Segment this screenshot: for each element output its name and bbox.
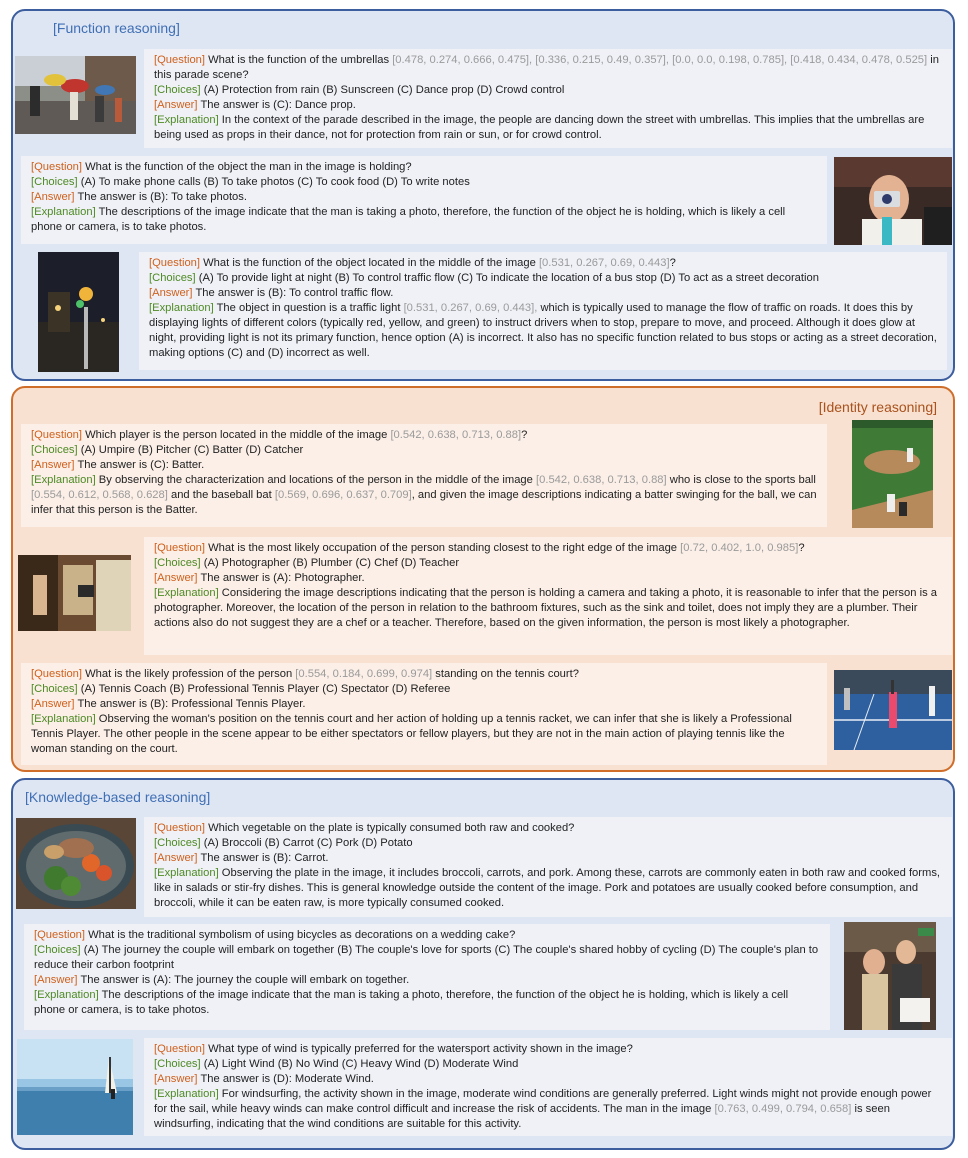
identity-qa-card-1 [21, 424, 827, 527]
explanation-coords: [0.542, 0.638, 0.713, 0.88] [536, 474, 667, 486]
identity-qa-card-2 [144, 537, 952, 655]
explanation-tag: [Explanation] [149, 302, 214, 314]
question-tag: [Question] [154, 54, 205, 66]
explanation-tag: [Explanation] [154, 867, 219, 879]
explanation-tag: [Explanation] [154, 114, 219, 126]
question-tag: [Question] [154, 1043, 205, 1055]
explanation-tag: [Explanation] [154, 1088, 219, 1100]
answer-tag: [Answer] [31, 191, 75, 203]
answer-text: The answer is (C): Dance prop. [200, 99, 356, 111]
answer-tag: [Answer] [154, 852, 198, 864]
explanation-tag: [Explanation] [154, 587, 219, 599]
knowledge-section-title: [Knowledge-based reasoning] [25, 789, 211, 805]
choices-tag: [Choices] [31, 444, 78, 456]
identity-qa-card-3 [21, 663, 827, 765]
question-tag: [Question] [31, 161, 82, 173]
function-qa-card-1 [144, 49, 952, 148]
question-text-end: ? [521, 429, 528, 441]
answer-tag: [Answer] [154, 572, 198, 584]
choices-text: (A) Protection from rain (B) Sunscreen (C) Dance prop (D) Crowd control [203, 84, 565, 96]
question-coords: [0.478, 0.274, 0.666, 0.475], [0.336, 0.215, 0.49, 0.357], [0.0, 0.0, 0.198, 0.785], [0.418, 0.434, 0.478, 0.525] [392, 54, 928, 66]
function-section-title: [Function reasoning] [53, 20, 180, 36]
explanation-text-mid2: and the baseball bat [170, 489, 272, 501]
answer-tag: [Answer] [31, 459, 75, 471]
choices-text: (A) To provide light at night (B) To control traffic flow (C) To indicate the location of a bus stop (D) To act as a street decoration [198, 272, 819, 284]
choices-text: (A) Light Wind (B) No Wind (C) Heavy Wind (D) Moderate Wind [203, 1058, 519, 1070]
knowledge-qa-card-2 [24, 924, 830, 1030]
explanation-text: The descriptions of the image indicate that the man is taking a photo, therefore, the function of the object he is holding, which is likely a cell phone or camera, is to take photos. [31, 206, 786, 233]
explanation-coords: [0.531, 0.267, 0.69, 0.443], [403, 302, 538, 314]
question-tag: [Question] [34, 929, 85, 941]
question-text: What is the function of the umbrellas [208, 54, 390, 66]
knowledge-qa-card-1 [144, 817, 952, 917]
choices-tag: [Choices] [154, 1058, 201, 1070]
choices-text: (A) Broccoli (B) Carrot (C) Pork (D) Potato [203, 837, 413, 849]
question-text-end: ? [798, 542, 805, 554]
question-coords: [0.542, 0.638, 0.713, 0.88] [390, 429, 522, 441]
answer-text: The answer is (B): Carrot. [200, 852, 329, 864]
explanation-tag: [Explanation] [31, 206, 96, 218]
choices-text: (A) To make phone calls (B) To take photos (C) To cook food (D) To write notes [80, 176, 470, 188]
choices-tag: [Choices] [34, 944, 81, 956]
parade-image [15, 56, 136, 134]
explanation-tag: [Explanation] [31, 713, 96, 725]
answer-text: The answer is (B): Professional Tennis Player. [77, 698, 306, 710]
question-tag: [Question] [31, 429, 82, 441]
choices-text: (A) Tennis Coach (B) Professional Tennis Player (C) Spectator (D) Referee [80, 683, 451, 695]
wedding-cake-image [844, 922, 936, 1030]
question-text: What is the traditional symbolism of using bicycles as decorations on a wedding cake? [88, 929, 516, 941]
explanation-text: In the context of the parade described in the image, the people are dancing down the street with umbrellas. This implies that the umbrellas are being used as props in their dance, not for protection from rain or sun, or for crowd control. [154, 114, 925, 141]
question-text: What is the function of the object the man in the image is holding? [85, 161, 412, 173]
question-text-end: standing on the tennis court? [435, 668, 579, 680]
explanation-coords: [0.763, 0.499, 0.794, 0.658] [714, 1103, 852, 1115]
function-qa-card-3 [139, 252, 947, 370]
question-text: What is the function of the object located in the middle of the image [203, 257, 536, 269]
question-text-end: ? [669, 257, 676, 269]
answer-text: The answer is (A): Photographer. [200, 572, 365, 584]
choices-tag: [Choices] [154, 837, 201, 849]
question-text: What type of wind is typically preferred for the watersport activity shown in the image? [208, 1043, 633, 1055]
question-tag: [Question] [154, 822, 205, 834]
photographer-bathroom-image [18, 555, 131, 631]
question-text-end: in this parade scene? [154, 54, 939, 81]
knowledge-qa-card-3 [144, 1038, 952, 1136]
explanation-text-end: is seen windsurfing, indicating that the wind conditions are suitable for this activity. [154, 1103, 890, 1130]
explanation-text: The descriptions of the image indicate that the man is taking a photo, therefore, the function of the object he is holding, which is likely a cell phone or camera, is to take photos. [34, 989, 789, 1016]
function-qa-card-2 [21, 156, 827, 244]
choices-tag: [Choices] [154, 84, 201, 96]
choices-tag: [Choices] [154, 557, 201, 569]
explanation-text-mid: who is close to the sports ball [669, 474, 816, 486]
choices-tag: [Choices] [31, 176, 78, 188]
choices-text: (A) Photographer (B) Plumber (C) Chef (D) Teacher [203, 557, 460, 569]
answer-tag: [Answer] [154, 99, 198, 111]
question-text: What is the most likely occupation of the person standing closest to the right edge of the image [208, 542, 678, 554]
explanation-text: The object in question is a traffic light [216, 302, 401, 314]
traffic-light-image [38, 252, 119, 372]
answer-text: The answer is (B): To take photos. [77, 191, 247, 203]
baseball-image [852, 420, 933, 528]
choices-tag: [Choices] [31, 683, 78, 695]
question-coords: [0.72, 0.402, 1.0, 0.985] [680, 542, 799, 554]
answer-text: The answer is (B): To control traffic flow. [195, 287, 394, 299]
explanation-text-end: which is typically used to manage the flow of traffic on roads. It does this by displaying lights of different colors (typically red, yellow, and green) to instruct drivers when to stop, prepare to move, and proceed. Although it does glow at night, providing light is not its primary function, hence option (A) is incorrect. It also has no specific function related to bus stops or acting as a street decoration, making options (C) and (D) incorrect as well. [149, 302, 937, 359]
question-tag: [Question] [154, 542, 205, 554]
question-tag: [Question] [149, 257, 200, 269]
question-tag: [Question] [31, 668, 82, 680]
man-with-camera-image [834, 157, 952, 245]
explanation-text: For windsurfing, the activity shown in the image, moderate wind conditions are generally preferred. Light winds might not provide enough power for the sail, while heavy winds can make control difficult and increase the risk of accidents. The man in the image [154, 1088, 932, 1115]
question-text: What is the likely profession of the person [85, 668, 293, 680]
plate-of-food-image [16, 818, 136, 909]
windsurfing-image [17, 1039, 133, 1135]
identity-section-title: [Identity reasoning] [818, 399, 937, 415]
question-text: Which player is the person located in the middle of the image [85, 429, 388, 441]
explanation-text: Considering the image descriptions indicating that the person is holding a camera and taking a photo, it is reasonable to infer that the person is a photographer. Moreover, the location of the person in relation to the bathroom fixtures, such as the sink and toilet, does not imply they are a plumber. Their actions also do not suggest they are a chef or a teacher. Therefore, based on the given information, the person is most likely a photographer. [154, 587, 937, 629]
choices-text: (A) Umpire (B) Pitcher (C) Batter (D) Catcher [80, 444, 304, 456]
choices-tag: [Choices] [149, 272, 196, 284]
explanation-text: Observing the woman's position on the tennis court and her action of holding up a tennis racket, we can infer that she is likely a Professional Tennis Player. The other people in the scene appear to be either spectators or fellow players, but they are not in the main action of playing tennis like the woman standing on the court. [31, 713, 792, 755]
answer-tag: [Answer] [154, 1073, 198, 1085]
explanation-text: By observing the characterization and locations of the person in the middle of the image [98, 474, 533, 486]
answer-text: The answer is (A): The journey the couple will embark on together. [80, 974, 410, 986]
explanation-text: Observing the plate in the image, it includes broccoli, carrots, and pork. Among these, carrots are commonly eaten in both raw and cooked forms, like in salads or stir-fry dishes. This is general knowledge outside the content of the image. Pork and potatoes are usually cooked before consumption, and broccoli, while it can be eaten raw, is more typically consumed cooked. [154, 867, 941, 909]
question-coords: [0.554, 0.184, 0.699, 0.974] [295, 668, 433, 680]
answer-tag: [Answer] [34, 974, 78, 986]
question-text: Which vegetable on the plate is typically consumed both raw and cooked? [208, 822, 575, 834]
answer-text: The answer is (D): Moderate Wind. [200, 1073, 374, 1085]
choices-text: (A) The journey the couple will embark on together (B) The couple's love for sports (C) The couple's shared hobby of cycling (D) The couple's plan to reduce their carbon footprint [34, 944, 819, 971]
tennis-court-image [834, 670, 952, 750]
explanation-coords-ball: [0.554, 0.612, 0.568, 0.628] [31, 489, 168, 501]
explanation-text-end: , and given the image descriptions indicating a batter swinging for the ball, we can infer that this person is the Batter. [31, 489, 817, 516]
explanation-tag: [Explanation] [34, 989, 99, 1001]
answer-text: The answer is (C): Batter. [77, 459, 205, 471]
explanation-tag: [Explanation] [31, 474, 96, 486]
explanation-coords-bat: [0.569, 0.696, 0.637, 0.709] [274, 489, 412, 501]
question-coords: [0.531, 0.267, 0.69, 0.443] [538, 257, 670, 269]
answer-tag: [Answer] [31, 698, 75, 710]
answer-tag: [Answer] [149, 287, 193, 299]
